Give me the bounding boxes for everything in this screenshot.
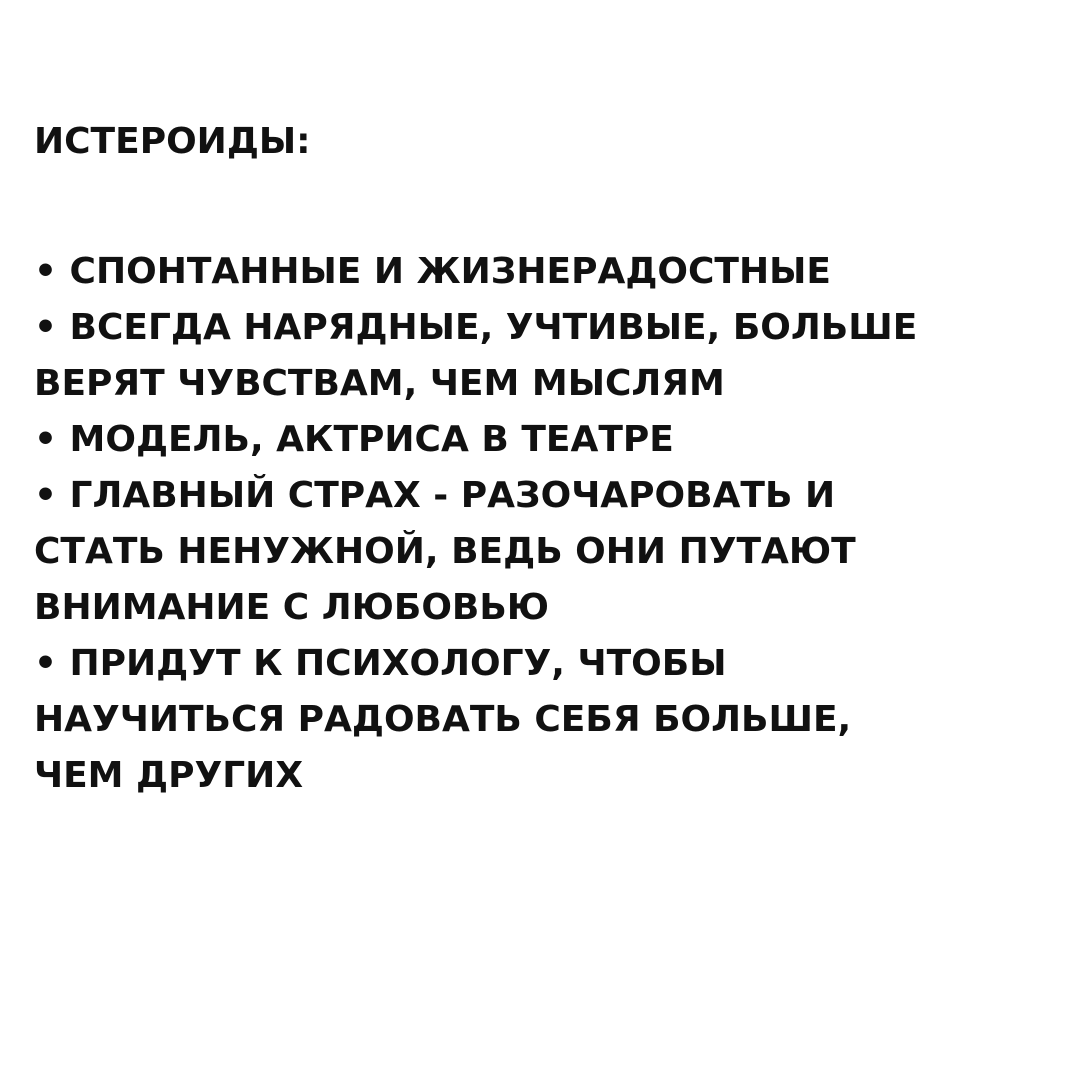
list-line: • ВСЕГДА НАРЯДНЫЕ, УЧТИВЫЕ, БОЛЬШЕ bbox=[34, 307, 918, 348]
list-line: • МОДЕЛЬ, АКТРИСА В ТЕАТРЕ bbox=[34, 419, 674, 460]
list-line: ВНИМАНИЕ С ЛЮБОВЬЮ bbox=[34, 587, 550, 628]
list-line: ВЕРЯТ ЧУВСТВАМ, ЧЕМ МЫСЛЯМ bbox=[34, 363, 725, 404]
list-line: НАУЧИТЬСЯ РАДОВАТЬ СЕБЯ БОЛЬШЕ, bbox=[34, 699, 852, 740]
page-title: ИСТЕРОИДЫ: bbox=[34, 121, 311, 162]
bullet-list bbox=[34, 244, 1054, 804]
list-line: • ПРИДУТ К ПСИХОЛОГУ, ЧТОБЫ bbox=[34, 643, 727, 684]
list-line: ЧЕМ ДРУГИХ bbox=[34, 755, 304, 796]
text-card bbox=[34, 112, 1054, 804]
list-line: • СПОНТАННЫЕ И ЖИЗНЕРАДОСТНЫЕ bbox=[34, 251, 831, 292]
list-line: • ГЛАВНЫЙ СТРАХ - РАЗОЧАРОВАТЬ И bbox=[34, 475, 836, 516]
list-line: СТАТЬ НЕНУЖНОЙ, ВЕДЬ ОНИ ПУТАЮТ bbox=[34, 531, 856, 572]
spacer bbox=[34, 172, 1054, 244]
